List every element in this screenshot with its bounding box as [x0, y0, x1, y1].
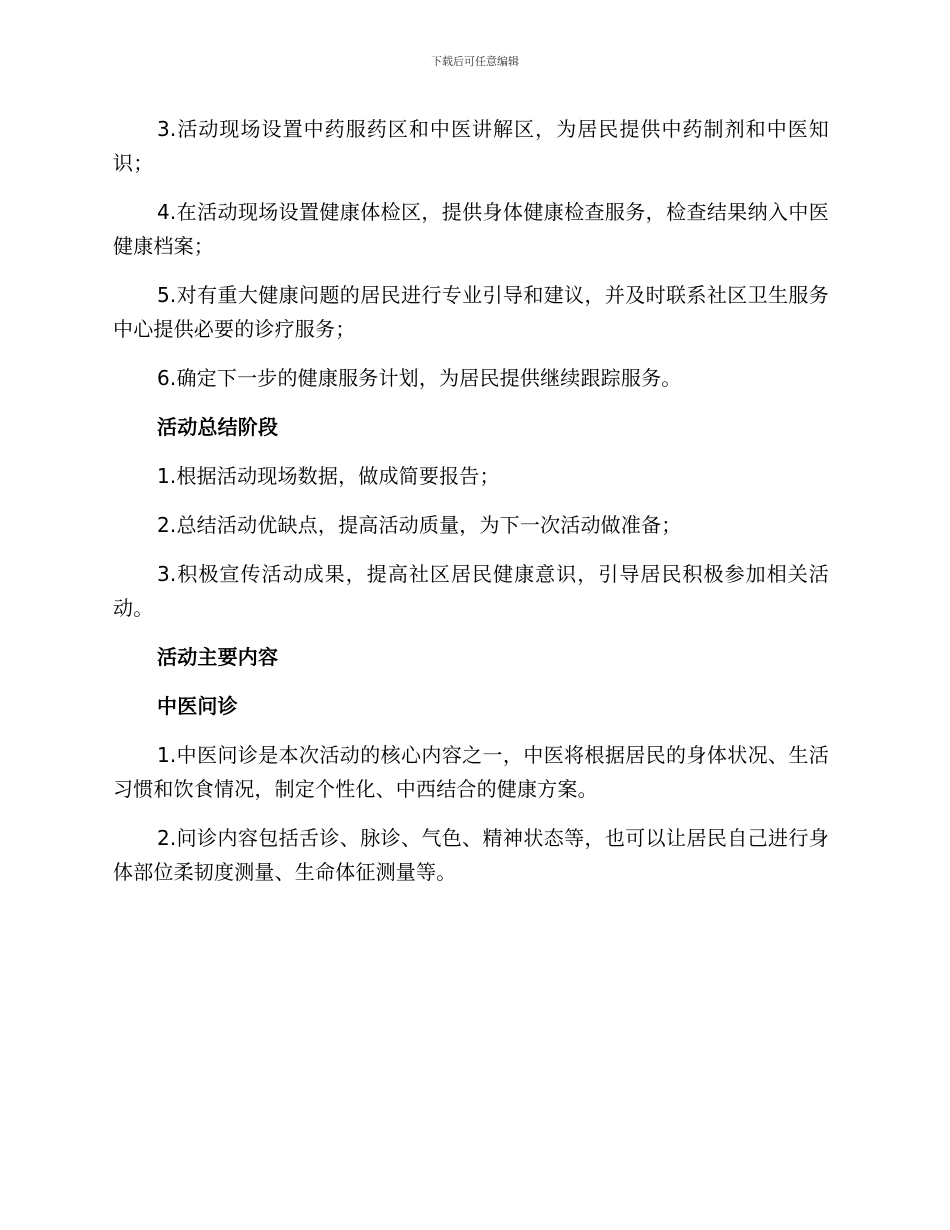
list-item-6-follow-up: 6.确定下一步的健康服务计划，为居民提供继续跟踪服务。 — [157, 366, 682, 390]
consultation-item-2: 2.问诊内容包括舌诊、脉诊、气色、精神状态等，也可以让居民自己进行身体部位柔韧度测量、生命体征测量等。 — [113, 826, 829, 884]
section-heading-summary: 活动总结阶段 — [157, 415, 279, 439]
summary-item-1: 1.根据活动现场数据，做成简要报告； — [157, 464, 500, 488]
list-item-3-medicine-area: 3.活动现场设置中药服药区和中医讲解区，为居民提供中药制剂和中医知识； — [113, 117, 829, 175]
section-heading-main-content: 活动主要内容 — [157, 645, 279, 669]
subsection-heading-tcm-consultation: 中医问诊 — [157, 694, 238, 718]
list-item-4-health-check: 4.在活动现场设置健康体检区，提供身体健康检查服务，检查结果纳入中医健康档案； — [113, 200, 829, 258]
list-item-5-guidance: 5.对有重大健康问题的居民进行专业引导和建议，并及时联系社区卫生服务中心提供必要的诊疗服务； — [113, 283, 829, 341]
page-header: 下载后可任意编辑 — [431, 55, 519, 68]
consultation-item-1: 1.中医问诊是本次活动的核心内容之一，中医将根据居民的身体状况、生活习惯和饮食情况，制定个性化、中西结合的健康方案。 — [113, 743, 829, 801]
document-body — [113, 112, 829, 889]
summary-item-3: 3.积极宣传活动成果，提高社区居民健康意识，引导居民积极参加相关活动。 — [113, 562, 829, 620]
summary-item-2: 2.总结活动优缺点，提高活动质量，为下一次活动做准备； — [157, 513, 682, 537]
